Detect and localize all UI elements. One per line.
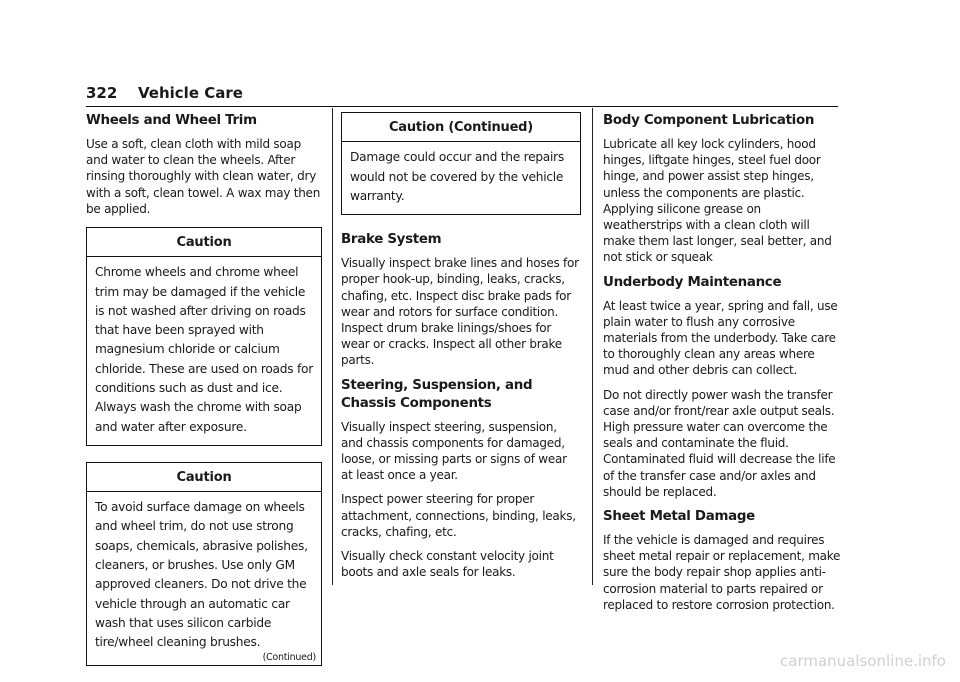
sheet-metal-heading: Sheet Metal Damage [603,509,755,525]
sheet-metal-body: If the vehicle is damaged and requires sheet metal repair or replacement, make sure the body repair shop applies anti-corrosion material to parts repaired or replaced to restore corrosion protection. [603,533,841,612]
caution-body: Chrome wheels and chrome wheel trim may be damaged if the vehicle is not washed after driving on roads that have been sprayed with magnesium chloride or calcium chloride. These are used on roads for conditions such as dust and ice. Always wash the chrome with soap and water after exposure. [95,265,313,434]
steering-body-2: Inspect power steering for proper attachment, connections, binding, leaks, cracks, chafing, etc. [341,492,576,539]
caution-continued-box [341,112,581,215]
lubrication-body: Lubricate all key lock cylinders, hood hinges, liftgate hinges, steel fuel door hinge, and power assist step hinges, unless the components are plastic. Applying silicone grease on weatherstrips with a clean cloth will make them last longer, seal better, and not stick or squeak [603,137,832,265]
caution-body: Damage could occur and the repairs would not be covered by the vehicle warranty. [350,150,565,203]
page-number: 322 [86,84,118,102]
underbody-body-2: Do not directly power wash the transfer case and/or front/rear axle output seals. High pressure water can overcome the seals and contaminate the fluid. Contaminated fluid will decrease the life of the transfer case and/or axles and should be replaced. [603,387,836,499]
caution-title: Caution [87,463,321,492]
caution-body: To avoid surface damage on wheels and wheel trim, do not use strong soaps, chemicals, abrasive polishes, cleaners, or brushes. Use only GM approved cleaners. Do not drive the vehicle through an automatic car wash that uses silicon carbide tire/wheel cleaning brushes. [95,500,308,650]
brake-body: Visually inspect brake lines and hoses for proper hook-up, binding, leaks, cracks, chafing, etc. Inspect disc brake pads for wear and rotors for surface condition. Inspect drum brake linings/shoes for wear or cracks. Inspect all other brake parts. [341,256,579,368]
column-1 [86,108,322,682]
steering-body-3: Visually check constant velocity joint boots and axle seals for leaks. [341,548,554,580]
caution-title: Caution [87,228,321,257]
steering-body-1: Visually inspect steering, suspension, and chassis components for damaged, loose, or missing parts or signs of wear at least once a year. [341,419,567,483]
underbody-body-1: At least twice a year, spring and fall, use plain water to flush any corrosive materials from the underbody. Take care to thoroughly clean any areas where mud and other debris can collect. [603,298,838,378]
column-divider [592,108,593,585]
section-title: Vehicle Care [138,84,243,102]
wheels-heading: Wheels and Wheel Trim [86,113,257,128]
column-3 [603,108,841,621]
underbody-heading: Underbody Maintenance [603,274,782,290]
watermark: carmanualsonline.info [780,652,946,670]
column-2 [341,108,581,588]
caution-box [86,227,322,446]
wheels-body: Use a soft, clean cloth with mild soap and water to clean the wheels. After rinsing thoroughly with clean water, dry with a soft, clean towel. A wax may then be applied. [86,137,321,216]
steering-heading: Steering, Suspension, and Chassis Components [341,377,533,411]
page-header [86,84,838,107]
caution-title: Caution (Continued) [342,113,580,142]
lubrication-heading: Body Component Lubrication [603,113,815,128]
caution-box [86,462,322,667]
continued-note: (Continued) [262,652,316,664]
column-divider [332,108,333,585]
brake-heading: Brake System [341,232,442,248]
